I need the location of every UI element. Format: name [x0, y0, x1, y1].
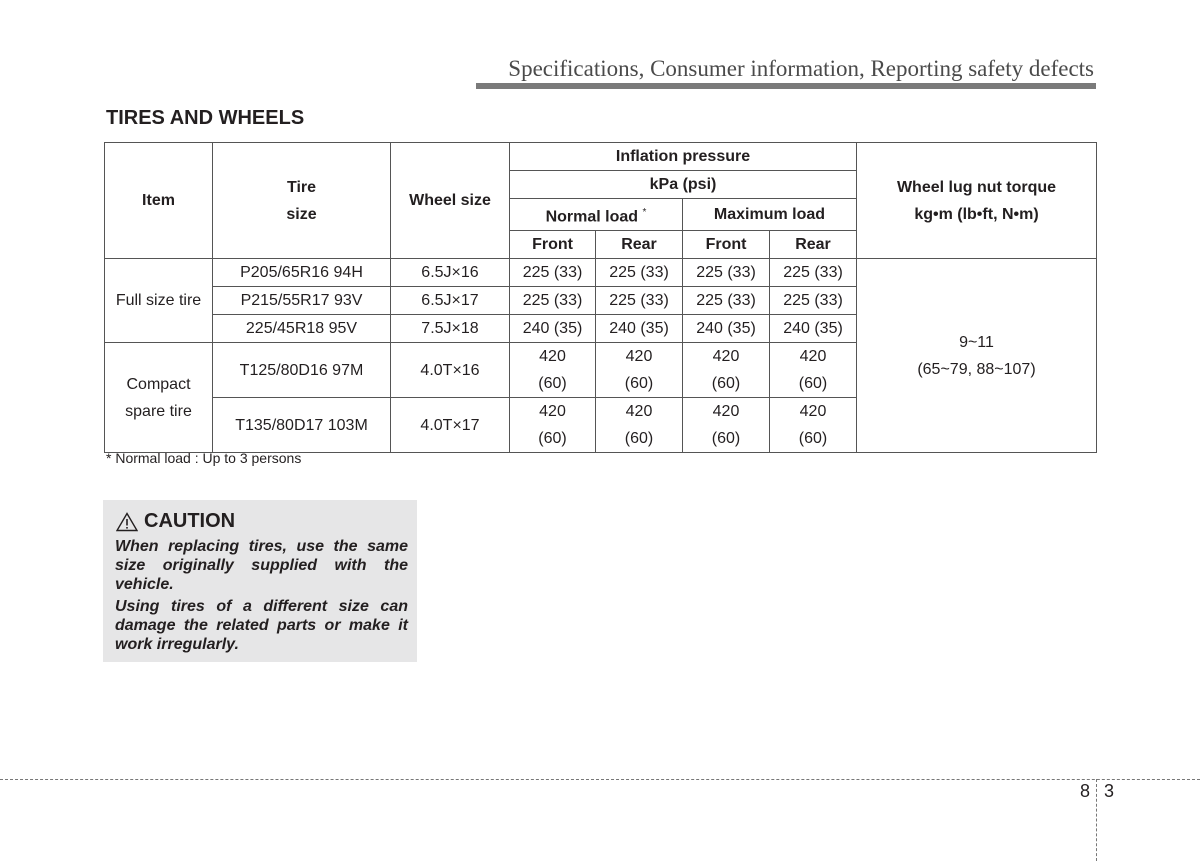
wheel-size-cell: 6.5J×16: [391, 259, 510, 287]
header-rule: [476, 83, 1096, 89]
pressure-psi-cell: (60): [510, 370, 596, 398]
header-rear: Rear: [596, 231, 683, 259]
pressure-cell: 420: [683, 343, 770, 371]
caution-paragraph: Using tires of a different size can damage the related parts or make it work irregularly.: [115, 598, 408, 653]
pressure-cell: 225 (33): [596, 259, 683, 287]
pressure-cell: 420: [683, 398, 770, 426]
pressure-psi-cell: (60): [596, 425, 683, 453]
footer-rule: [0, 779, 1200, 780]
header-title: Specifications, Consumer information, Reporting safety defects: [508, 56, 1094, 81]
pressure-psi-cell: (60): [683, 425, 770, 453]
item-full-size-tire: Full size tire: [105, 259, 213, 343]
header-wheel-size: Wheel size: [391, 143, 510, 259]
page-number: 3: [1104, 781, 1115, 801]
header-front: Front: [510, 231, 596, 259]
torque-value-cell: 9~11 (65~79, 88~107): [857, 259, 1097, 453]
pressure-cell: 225 (33): [770, 259, 857, 287]
header-front: Front: [683, 231, 770, 259]
pressure-cell: 225 (33): [596, 287, 683, 315]
caution-text: [115, 537, 408, 657]
pressure-cell: 225 (33): [510, 259, 596, 287]
caution-heading: [116, 510, 235, 533]
header-maximum-load: Maximum load: [683, 199, 857, 231]
table-header-row: [105, 143, 1097, 171]
tire-size-cell: T125/80D16 97M: [213, 343, 391, 398]
pressure-cell: 420: [596, 343, 683, 371]
header-lug-nut-torque: Wheel lug nut torque kg•m (lb•ft, N•m): [857, 143, 1097, 259]
pressure-cell: 240 (35): [510, 315, 596, 343]
header-inflation-pressure: Inflation pressure: [510, 143, 857, 171]
wheel-size-cell: 6.5J×17: [391, 287, 510, 315]
footnote: * Normal load : Up to 3 persons: [106, 450, 302, 466]
caution-box: [103, 500, 417, 662]
warning-triangle-icon: [116, 512, 138, 532]
pressure-cell: 420: [770, 398, 857, 426]
tire-size-cell: 225/45R18 95V: [213, 315, 391, 343]
header-rear: Rear: [770, 231, 857, 259]
caution-paragraph: When replacing tires, use the same size originally supplied with the vehicle.: [115, 538, 408, 593]
header-normal-load: Normal load *: [510, 199, 683, 231]
pressure-cell: 225 (33): [770, 287, 857, 315]
pressure-cell: 225 (33): [510, 287, 596, 315]
pressure-cell: 225 (33): [683, 259, 770, 287]
pressure-cell: 240 (35): [770, 315, 857, 343]
header-item: Item: [105, 143, 213, 259]
tire-spec-table: [104, 142, 1097, 453]
pressure-cell: 420: [510, 398, 596, 426]
pressure-cell: 420: [770, 343, 857, 371]
table-row: [105, 259, 1097, 287]
pressure-psi-cell: (60): [770, 370, 857, 398]
header-inflation-unit: kPa (psi): [510, 171, 857, 199]
pressure-psi-cell: (60): [770, 425, 857, 453]
header-tire-size: Tire size: [213, 143, 391, 259]
pressure-psi-cell: (60): [510, 425, 596, 453]
section-title: TIRES AND WHEELS: [106, 107, 305, 129]
page-chapter-number: 8: [1080, 781, 1091, 801]
tire-size-cell: P205/65R16 94H: [213, 259, 391, 287]
page-number-separator: [1096, 779, 1097, 861]
tire-size-cell: T135/80D17 103M: [213, 398, 391, 453]
pressure-cell: 225 (33): [683, 287, 770, 315]
caution-title: CAUTION: [144, 510, 236, 532]
item-compact-spare-tire: Compact spare tire: [105, 343, 213, 453]
pressure-psi-cell: (60): [596, 370, 683, 398]
wheel-size-cell: 7.5J×18: [391, 315, 510, 343]
wheel-size-cell: 4.0T×16: [391, 343, 510, 398]
pressure-cell: 420: [510, 343, 596, 371]
pressure-psi-cell: (60): [683, 370, 770, 398]
wheel-size-cell: 4.0T×17: [391, 398, 510, 453]
pressure-cell: 420: [596, 398, 683, 426]
tire-size-cell: P215/55R17 93V: [213, 287, 391, 315]
pressure-cell: 240 (35): [683, 315, 770, 343]
pressure-cell: 240 (35): [596, 315, 683, 343]
